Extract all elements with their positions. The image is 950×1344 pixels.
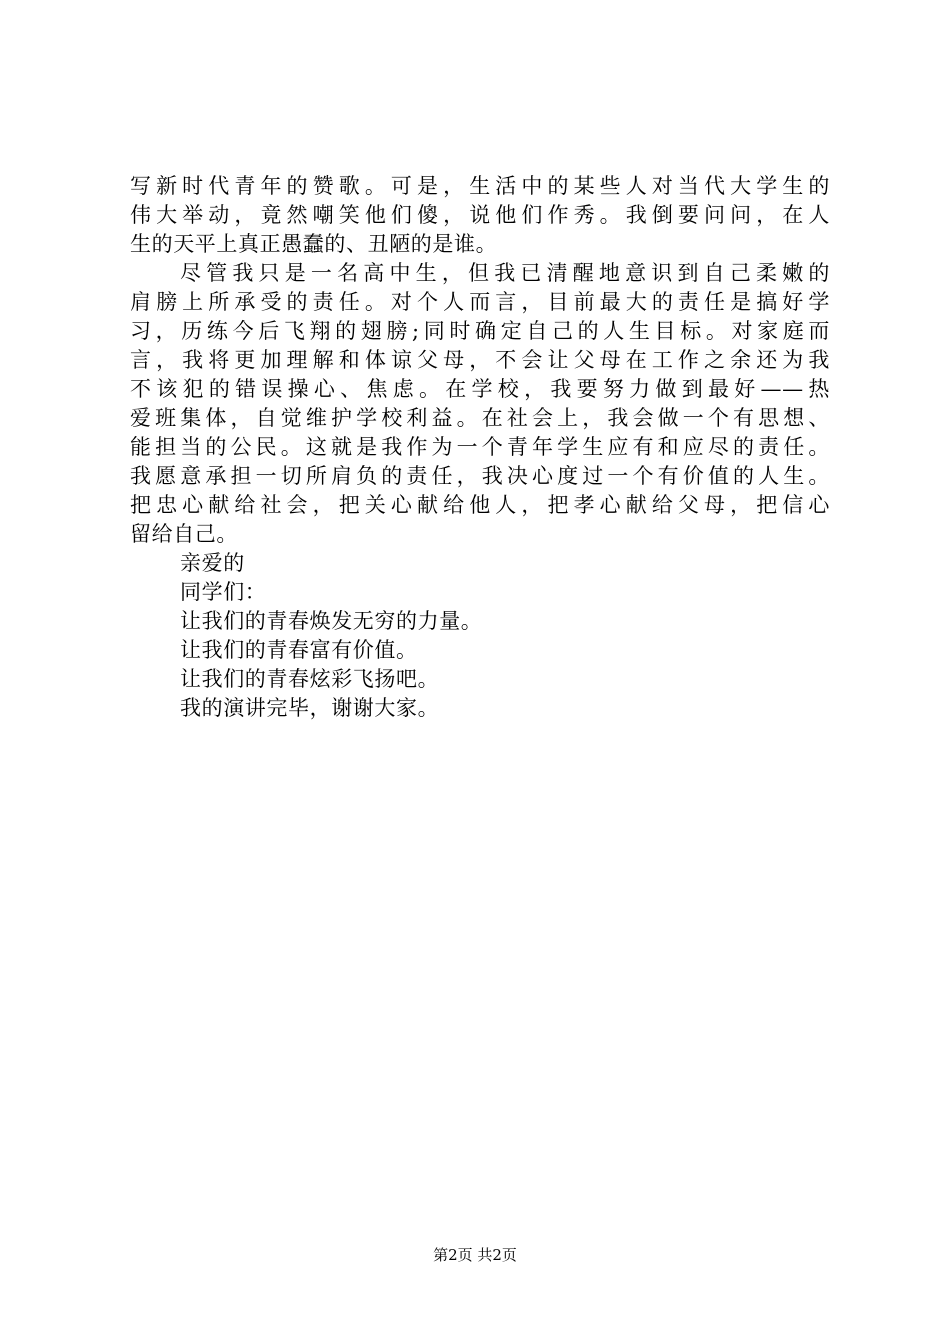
paragraph-1-line-3: 生的天平上真正愚蠢的、丑陋的是谁。 xyxy=(130,232,498,256)
paragraph-2-line-10: 留给自己。 xyxy=(130,522,238,546)
paragraph-2-line-6: 爱班集体，自觉维护学校利益。在社会上，我会做一个有思想、 xyxy=(130,406,830,430)
paragraph-2-line-1: 尽管我只是一名高中生，但我已清醒地意识到自己柔嫩的 xyxy=(180,261,830,285)
page-number-label: 第2页 共2页 xyxy=(433,1246,517,1264)
paragraph-2-line-5: 不该犯的错误操心、焦虑。在学校，我要努力做到最好——热 xyxy=(130,377,830,401)
paragraph-2-line-9: 把忠心献给社会，把关心献给他人，把孝心献给父母，把信心 xyxy=(130,493,830,517)
paragraph-2-line-8: 我愿意承担一切所肩负的责任，我决心度过一个有价值的人生。 xyxy=(130,464,830,488)
closing-line-3: 让我们的青春焕发无穷的力量。 xyxy=(180,609,483,633)
paragraph-2-line-7: 能担当的公民。这就是我作为一个青年学生应有和应尽的责任。 xyxy=(130,435,830,459)
closing-line-4: 让我们的青春富有价值。 xyxy=(180,638,418,662)
paragraph-1-line-1: 写新时代青年的赞歌。可是，生活中的某些人对当代大学生的 xyxy=(130,174,830,198)
closing-line-6: 我的演讲完毕，谢谢大家。 xyxy=(180,696,440,720)
closing-line-2: 同学们： xyxy=(180,580,267,604)
paragraph-1-line-2: 伟大举动，竟然嘲笑他们傻，说他们作秀。我倒要问问，在人 xyxy=(130,203,830,227)
closing-line-5: 让我们的青春炫彩飞扬吧。 xyxy=(180,667,440,691)
paragraph-2-line-2: 肩膀上所承受的责任。对个人而言，目前最大的责任是搞好学 xyxy=(130,290,830,314)
document-body xyxy=(130,172,830,723)
paragraph-2-line-3: 习，历练今后飞翔的翅膀;同时确定自己的人生目标。对家庭而 xyxy=(130,319,830,343)
page-footer xyxy=(0,1244,950,1266)
paragraph-2-line-4: 言，我将更加理解和体谅父母，不会让父母在工作之余还为我 xyxy=(130,348,830,372)
closing-line-1: 亲爱的 xyxy=(180,551,245,575)
